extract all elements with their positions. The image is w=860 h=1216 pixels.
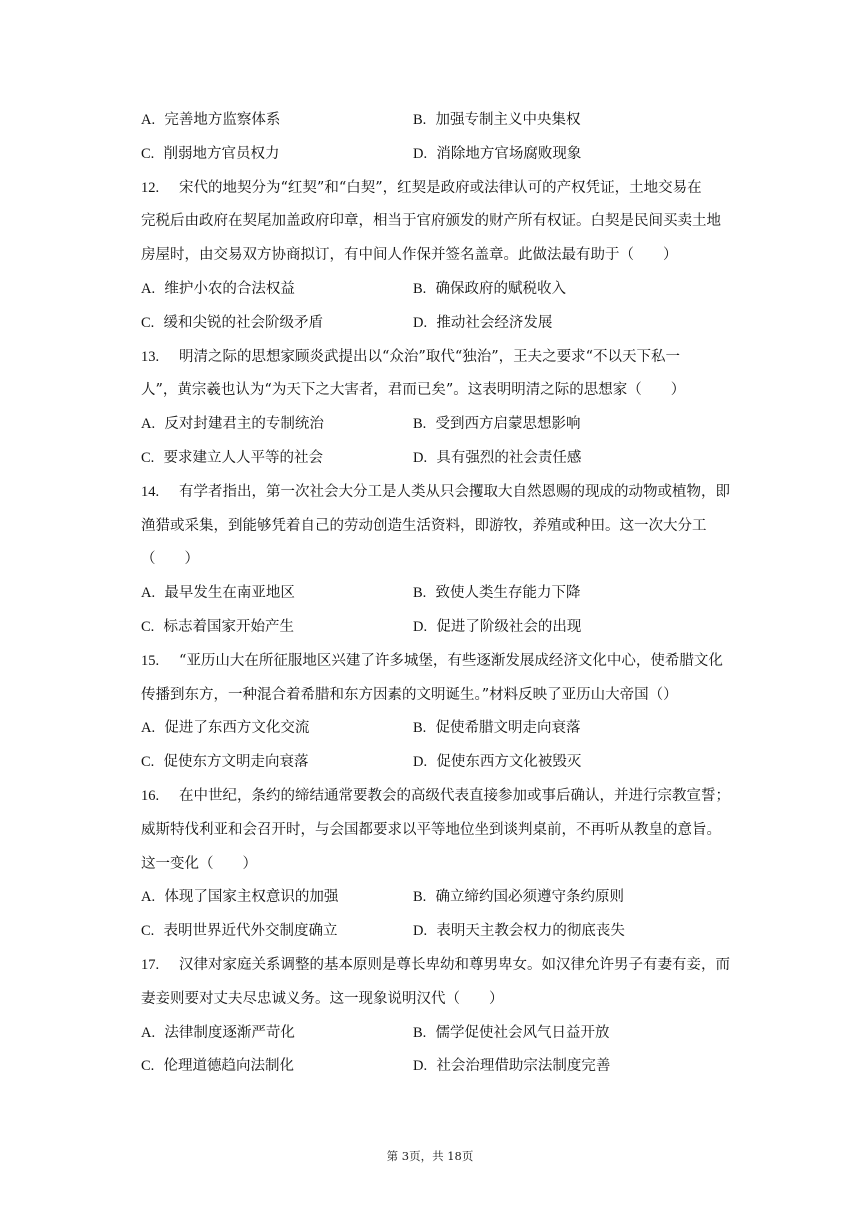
option-c: C. 标志着国家开始产生 — [141, 618, 295, 635]
option-a: A. 维护小农的合法权益 — [141, 280, 295, 297]
option-d: D. 社会治理借助宗法制度完善 — [413, 1058, 611, 1075]
options-row-2 — [141, 746, 753, 780]
option-b: B. 促使希腊文明走向衰落 — [413, 720, 581, 737]
options-row-1 — [141, 881, 753, 915]
options-row-2 — [141, 307, 753, 341]
option-a: A. 完善地方监察体系 — [141, 112, 281, 128]
options-row-2 — [141, 611, 753, 645]
question-16 — [141, 780, 753, 949]
page-footer: 第 3页，共 18页 — [386, 1149, 474, 1163]
option-a: A. 法律制度逐渐严苛化 — [141, 1024, 295, 1041]
option-b: B. 确立缔约国必须遵守条约原则 — [413, 889, 625, 906]
options-row-1 — [141, 408, 753, 442]
option-b: B. 确保政府的赋税收入 — [413, 280, 567, 297]
option-b: B. 儒学促使社会风气日益开放 — [413, 1024, 610, 1041]
option-c: C. 伦理道德趋向法制化 — [141, 1058, 295, 1075]
question-stem-line: 15. “亚历山大在所征服地区兴建了许多城堡，有些逐渐发展成经济文化中心，使希腊文化 — [141, 652, 723, 669]
question-13 — [141, 341, 753, 476]
option-b: B. 加强专制主义中央集权 — [413, 112, 581, 128]
question-stem-line: 这一变化（ ） — [141, 855, 257, 872]
option-d: D. 促进了阶级社会的出现 — [413, 618, 582, 635]
options-row-2 — [141, 915, 753, 949]
q11-options-row-2 — [141, 138, 753, 172]
q11-options-row-1 — [141, 104, 753, 138]
question-17 — [141, 949, 753, 1084]
page-content — [141, 104, 753, 1084]
question-stem-line: 14. 有学者指出，第一次社会大分工是人类从只会攫取大自然恩赐的现成的动物或植物，即 — [141, 483, 730, 500]
question-stem-line: 13. 明清之际的思想家顾炎武提出以“众治”取代“独治”，王夫之要求“不以天下私一 — [141, 348, 681, 365]
question-stem-line: 渔猎或采集，到能够凭着自己的劳动创造生活资料，即游牧，养殖或种田。这一次大分工 — [141, 517, 707, 534]
option-a: A. 最早发生在南亚地区 — [141, 585, 295, 602]
option-b: B. 受到西方启蒙思想影响 — [413, 416, 581, 433]
option-c: C. 要求建立人人平等的社会 — [141, 449, 324, 466]
option-c: C. 缓和尖锐的社会阶级矛盾 — [141, 314, 324, 331]
question-stem-line: 完税后由政府在契尾加盖政府印章，相当于官府颁发的财产所有权证。白契是民间买卖土地 — [141, 213, 721, 230]
options-row-2 — [141, 1050, 753, 1084]
option-d: D. 具有强烈的社会责任感 — [413, 449, 582, 466]
question-stem-line: 16. 在中世纪，条约的缔结通常要教会的高级代表直接参加或事后确认，并进行宗教宣誓； — [141, 787, 730, 804]
question-stem-line: 17. 汉律对家庭关系调整的基本原则是尊长卑幼和尊男卑女。如汉律允许男子有妻有妾，而 — [141, 956, 730, 973]
question-stem-line: 房屋时，由交易双方协商拟订，有中间人作保并签名盖章。此做法最有助于（ ） — [141, 247, 678, 264]
options-row-1 — [141, 1017, 753, 1051]
question-15 — [141, 645, 753, 780]
option-c: C. 表明世界近代外交制度确立 — [141, 923, 338, 940]
option-d: D. 促使东西方文化被毁灭 — [413, 754, 582, 771]
option-d: D. 消除地方官场腐败现象 — [413, 145, 582, 162]
options-row-2 — [141, 442, 753, 476]
option-a: A. 反对封建君主的专制统治 — [141, 416, 324, 433]
option-a: A. 促进了东西方文化交流 — [141, 720, 310, 737]
option-c: C. 削弱地方官员权力 — [141, 145, 280, 162]
option-d: D. 表明天主教会权力的彻底丧失 — [413, 923, 625, 940]
option-d: D. 推动社会经济发展 — [413, 314, 553, 331]
question-stem-line: 妻妾则要对丈夫尽忠诚义务。这一现象说明汉代（ ） — [141, 990, 504, 1007]
question-stem-line: 12. 宋代的地契分为“红契”和“白契”，红契是政府或法律认可的产权凭证，土地交易在 — [141, 179, 702, 196]
option-b: B. 致使人类生存能力下降 — [413, 585, 581, 602]
question-stem-line: 人”，黄宗羲也认为“为天下之大害者，君而已矣”。这表明明清之际的思想家（ ） — [141, 382, 686, 399]
question-14 — [141, 476, 753, 645]
option-a: A. 体现了国家主权意识的加强 — [141, 889, 339, 906]
question-stem-line: 威斯特伐利亚和会召开时，与会国都要求以平等地位坐到谈判桌前，不再听从教皇的意旨。 — [141, 821, 721, 838]
question-stem-line: （ ） — [141, 551, 199, 568]
question-stem-line: 传播到东方，一种混合着希腊和东方因素的文明诞生。”材料反映了亚历山大帝国（） — [141, 686, 678, 703]
options-row-1 — [141, 273, 753, 307]
options-row-1 — [141, 577, 753, 611]
question-12 — [141, 172, 753, 341]
option-c: C. 促使东方文明走向衰落 — [141, 754, 309, 771]
options-row-1 — [141, 712, 753, 746]
